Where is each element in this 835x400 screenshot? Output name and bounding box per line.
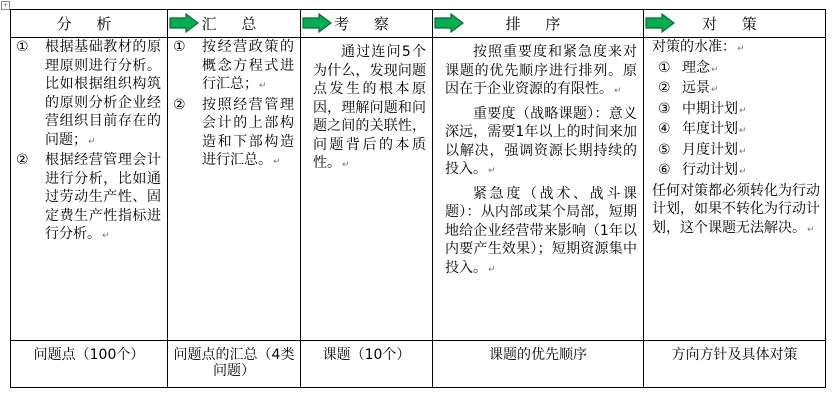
- footer-row: [11, 341, 826, 388]
- paragraph-mark-icon: ↵: [342, 160, 350, 170]
- study-text: 通过连问5个为什么，发现问题点发生的根本原因，理解问题和问题之间的关联性，问题背后的本质性。: [313, 44, 426, 171]
- header-row: [11, 10, 826, 38]
- management-analysis-table: [10, 9, 826, 388]
- header-cell-summary: [168, 10, 301, 38]
- summary-cell: [168, 38, 301, 341]
- list-item: ① 根据基础教材的原理原则进行分析。比如根据组织构筑的原则分析企业经营组织目前存在的问题；↵: [16, 39, 161, 148]
- paragraph-mark-icon: ↵: [273, 157, 281, 167]
- footer-cell-ranking: 课题的优先顺序: [433, 341, 644, 388]
- column-title: 对 策: [702, 15, 767, 33]
- paragraph-mark-icon: ↵: [739, 105, 747, 116]
- paragraph-mark-icon: ↵: [259, 81, 267, 91]
- paragraph-mark-icon: ↵: [488, 166, 496, 176]
- measures-conclusion: 任何对策都必须转化为行动计划，如果不转化为行动计划，这个课题无法解决。: [652, 182, 820, 236]
- paragraph-mark-icon: ↵: [807, 224, 815, 235]
- study-cell: [301, 38, 433, 341]
- header-cell-study: [301, 10, 433, 38]
- list-item: ③ 中期计划↵: [658, 100, 747, 117]
- table-anchor-icon[interactable]: +: [2, 2, 9, 9]
- list-item: ⑥ 行动计划↵: [658, 162, 747, 178]
- header-cell-measures: [644, 10, 826, 38]
- paragraph-mark-icon: ↵: [488, 264, 496, 275]
- footer-cell-analysis: 问题点（100个）: [11, 341, 168, 388]
- content-row: [11, 38, 826, 341]
- paragraph-mark-icon: ↵: [614, 86, 622, 96]
- list-item: ② 远景↵: [658, 80, 719, 96]
- paragraph-mark-icon: ↵: [711, 64, 719, 75]
- footer-cell-study: 课题（10个）: [301, 341, 433, 388]
- ranking-cell: [433, 38, 644, 341]
- column-title: 汇 总: [201, 15, 267, 33]
- paragraph-mark-icon: ↵: [739, 167, 747, 177]
- list-item: ⑤ 月度计划↵: [658, 141, 747, 158]
- list-item: ② 根据经营管理会计进行分析，比如通过劳动生产性、固定费生产性指标进行分析。↵: [16, 152, 161, 242]
- analysis-cell: [11, 38, 168, 341]
- paragraph-mark-icon: ↵: [88, 136, 96, 147]
- paragraph-mark-icon: ↵: [739, 126, 747, 136]
- paragraph-mark-icon: ↵: [737, 44, 745, 54]
- list-item: ① 理念↵: [658, 59, 719, 76]
- measures-intro: 对策的水准：: [652, 39, 736, 55]
- column-title: 分 析: [56, 15, 122, 33]
- footer-cell-summary: 问题点的汇总（4类问题）: [168, 341, 301, 388]
- ranking-paragraph: 重要度（战略课题）：意义深远，需要1年以上的时间来加以解决，强调资源长期持续的投入。: [445, 105, 637, 177]
- measures-cell: [644, 38, 826, 341]
- paragraph-mark-icon: ↵: [739, 146, 747, 157]
- header-cell-ranking: [433, 10, 644, 38]
- header-cell-analysis: [11, 10, 168, 38]
- column-title: 考 察: [334, 15, 399, 33]
- ranking-paragraph: 紧急度（战术、战斗课题）：从内部或某个局部，短期地给企业经营带来影响（1年以内要产生效果）；短期资源集中投入。: [445, 185, 637, 276]
- list-item: ④ 年度计划↵: [658, 121, 747, 137]
- footer-cell-measures: 方向方针及具体对策: [644, 341, 826, 388]
- ranking-paragraph: 按照重要度和紧急度来对课题的优先顺序进行排列。原因在于企业资源的有限性。: [445, 44, 637, 97]
- list-item: ② 按照经营管理会计的上部构造和下部构造进行汇总。↵: [173, 96, 294, 168]
- list-item: ① 按经营政策的概念方程式进行汇总；↵: [173, 39, 294, 92]
- paragraph-mark-icon: ↵: [711, 85, 719, 95]
- column-title: 排 序: [505, 15, 571, 33]
- paragraph-mark-icon: ↵: [102, 231, 110, 241]
